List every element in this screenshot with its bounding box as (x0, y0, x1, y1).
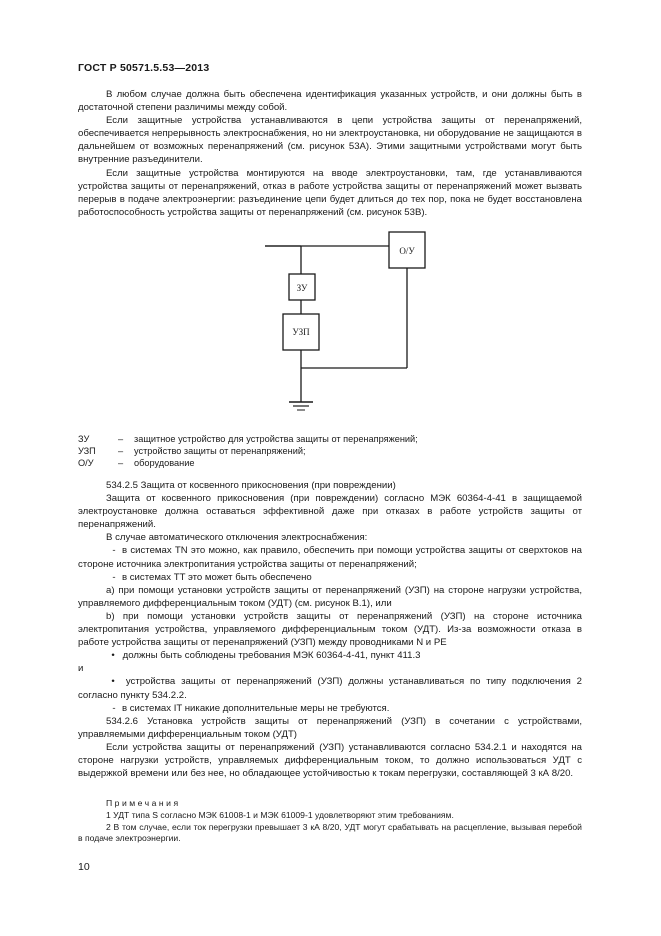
bullet-item-text: должны быть соблюдены требования МЭК 60364-4-41, пункт 411.3 (122, 650, 421, 662)
paragraph: В случае автоматического отключения электроснабжения: (106, 532, 368, 544)
paragraph: Если устройства защиты от перенапряжений (УЗП) устанавливаются согласно 534.2.1 и находятся на стороне нагрузки устройств, управляемых дифференциальным током, то должно использоваться УДТ с выдержкой времени или без нее, но обладающее устойчивостью к токам перегрузки, составляющей 3 кА 8/20. (78, 741, 582, 780)
option-a: а) при помощи установки устройств защиты от перенапряжений (УЗП) на стороне нагрузки устройства, управляемого дифференциальным током (УДТ) (см. рисунок В.1), или (78, 584, 582, 609)
note-1: 1 УДТ типа S согласно МЭК 61008-1 и МЭК 61009-1 удовлетворяют этим требованиям. (106, 809, 454, 820)
notes-block (78, 798, 582, 845)
intro-block (78, 88, 582, 219)
bullet-item (78, 675, 582, 701)
dash-marker: - (112, 702, 116, 714)
bullet-item (78, 649, 582, 662)
dash-item-text: в системах TT это может быть обеспечено (122, 571, 312, 583)
legend-abbr: ЗУ (78, 434, 90, 444)
zu-label: ЗУ (296, 283, 308, 293)
document-header: ГОСТ Р 50571.5.53—2013 (78, 62, 210, 74)
section-534-2-5 (78, 479, 582, 780)
legend-row (78, 445, 418, 457)
uzp-label: УЗП (292, 327, 310, 337)
diagram-legend (78, 433, 418, 470)
dash-item-text: в системах IT никакие дополнительные меры не требуются. (122, 702, 390, 714)
note-2: 2 В том случае, если ток перегрузки превышает 3 кА 8/20, УДТ могут срабатывать на расцепление, вызывая перебой в подаче электроэнергии. (78, 821, 582, 844)
intro-paragraph-3: Если защитные устройства монтируются на вводе электроустановки, там, где устанавливаются устройства защиты от перенапряжений, отказ в работе устройства защиты от перенапряжений может вызвать перерыв в подаче электроэнергии: разъединение цепи будет длиться до тех пор, пока не будет восстановлена работоспособность устройства защиты от перенапряжений (см. рисунок 53В). (78, 167, 582, 218)
legend-dash: – (118, 446, 124, 457)
legend-text: устройство защиты от перенапряжений; (134, 446, 306, 457)
legend-text: защитное устройство для устройства защиты от перенапряжений; (134, 434, 418, 444)
dash-marker: - (112, 545, 116, 557)
notes-title: Примечания (106, 798, 181, 808)
equipment-label: О/У (399, 246, 415, 256)
dash-item (78, 702, 582, 715)
legend-abbr: УЗП (78, 446, 96, 457)
legend-text: оборудование (134, 458, 195, 469)
bullet-marker: • (111, 650, 115, 662)
section-heading-534-2-5: 534.2.5 Защита от косвенного прикосновения (при повреждении) (106, 480, 396, 491)
option-b: b) при помощи установки устройств защиты от перенапряжений (УЗП) на стороне источника электропитания устройства, управляемого дифференциальным током (УДТ). Из-за возможности отказа в работе устройства защиты от перенапряжений (УЗП) между проводниками N и PE (78, 610, 582, 649)
bullet-marker: • (111, 676, 115, 688)
legend-row (78, 433, 418, 445)
paragraph: Защита от косвенного прикосновения (при повреждении) согласно МЭК 60364-4-41 в защищаемой электроустановке должна оставаться эффективной даже при отказах в работе устройств защиты от перенапряжений. (78, 493, 582, 531)
circuit-diagram (255, 226, 455, 416)
dash-item-text: в системах TN это можно, как правило, обеспечить при помощи устройства защиты от сверхтоков на стороне источника электропитания устройства защиты от перенапряжений; (78, 545, 582, 570)
legend-row (78, 457, 418, 469)
legend-dash: – (118, 458, 124, 469)
page-number: 10 (78, 861, 90, 873)
dash-item (78, 571, 582, 584)
dash-marker: - (112, 571, 116, 583)
conjunction: и (78, 663, 84, 675)
section-heading-534-2-6: 534.2.6 Установка устройств защиты от перенапряжений (УЗП) в сочетании с устройствами, управляемыми дифференциальным током (УДТ) (78, 715, 582, 740)
bullet-item-text: устройства защиты от перенапряжений (УЗП) должны устанавливаться по типу подключения 2 согласно пункту 534.2.2. (78, 676, 583, 701)
legend-dash: – (118, 434, 124, 444)
intro-paragraph-1: В любом случае должна быть обеспечена идентификация указанных устройств, и они должны быть в достаточной степени различимы между собой. (78, 89, 582, 114)
legend-abbr: О/У (78, 458, 94, 469)
intro-paragraph-2: Если защитные устройства устанавливаются в цепи устройства защиты от перенапряжений, обеспечивается непрерывность электроснабжения, но ни электроустановка, ни оборудование не защищаются в дальнейшем от возможных перенапряжений (см. рисунок 53А). Этими защитными устройствами могут быть внутренние разъединители. (78, 115, 582, 166)
dash-item (78, 544, 582, 570)
